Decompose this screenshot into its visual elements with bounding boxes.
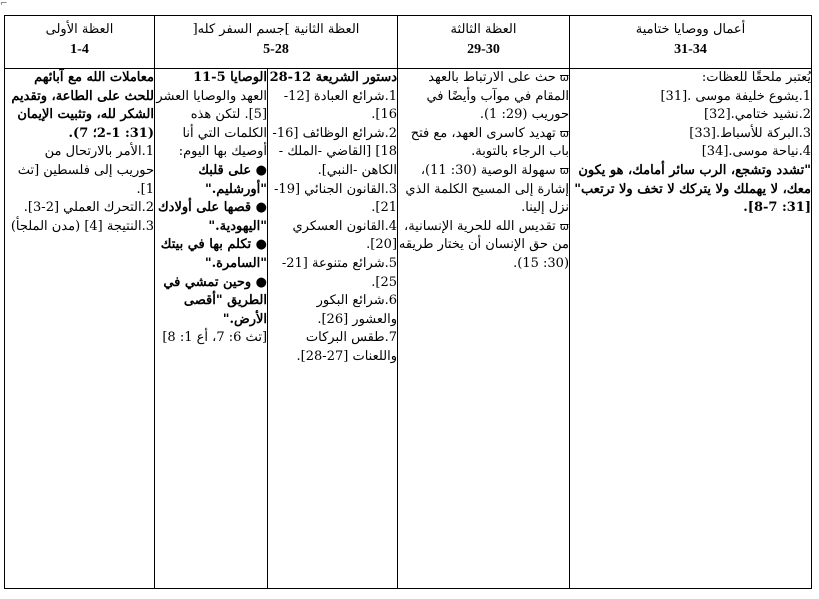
list-item: ● قصها على أولادك "اليهودية.": [157, 200, 268, 234]
final-works-cell: [570, 69, 812, 589]
list-item: 3.النتيجة [4] (مدن الملجأ): [10, 218, 154, 234]
header-range: 1-4: [70, 42, 89, 57]
bullet-icon: ϖ: [559, 219, 570, 233]
list-item: ϖسهولة الوصية (30: 11)، إشارة إلى المسيح الكلمة الذي نزل إلينا.: [405, 162, 570, 216]
list-item: 4.نياحة موسى.[34]: [701, 144, 812, 160]
commandments-title: الوصايا 5-11: [193, 70, 268, 85]
list-item: 3.البركة للأسباط.[33]: [689, 125, 812, 141]
header-third-sermon: [398, 16, 570, 69]
list-item: 5.شرائع متنوعة [21-25].: [281, 255, 398, 290]
list-item: ● تكلم بها في بيتك "السامرة.": [160, 237, 268, 271]
header-row: [5, 16, 812, 69]
content-row: [5, 69, 812, 589]
commandments-cell: [155, 69, 268, 589]
bullet-icon: ●: [251, 237, 268, 253]
third-sermon-cell: [398, 69, 570, 589]
list-item: ϖتهديد كاسرى العهد، مع فتح باب الرجاء بالتوبة.: [410, 125, 570, 160]
header-title: أعمال ووصايا ختامية: [635, 22, 746, 37]
bullet-icon: ϖ: [559, 71, 570, 84]
law-code-title: دستور الشريعة 12-28: [269, 70, 398, 85]
bullet-icon: ϖ: [559, 126, 570, 140]
header-second-sermon: [155, 16, 398, 69]
law-code-cell: [268, 69, 398, 589]
header-final-works: [570, 16, 812, 69]
corner-crop-mark: ⌐: [0, 0, 8, 9]
list-item: 1.شرائع العبادة [12-16].: [283, 88, 398, 123]
header-title: العظة الأولى: [45, 22, 114, 37]
header-range: 5-28: [263, 42, 289, 57]
first-intro: معاملات الله مع آبائهم للحث على الطاعة، وتقديم الشكر لله، وتثبيت الإيمان (31: 1-2؛ 7).: [11, 70, 154, 141]
outline-table: [4, 15, 812, 589]
bullet-icon: ϖ: [559, 163, 570, 177]
list-item: 1.يشوع خليفة موسى .[31]: [660, 88, 812, 104]
list-item: ● على قلبك "أورشليم.": [198, 162, 268, 197]
list-item: ● وحين تمشي في الطريق "أقصى الأرض.": [163, 274, 268, 327]
header-first-sermon: [5, 16, 155, 69]
header-title: العظة الثالثة: [450, 22, 517, 37]
list-item: 2.التحرك العملي [2-3].: [23, 200, 154, 216]
header-range: 31-34: [674, 42, 707, 57]
header-title: العظة الثانية ]جسم السفر كله[: [192, 22, 360, 37]
header-range: 29-30: [467, 42, 500, 57]
bullet-icon: ●: [251, 162, 268, 178]
list-item: 2.نشيد ختامي.[32]: [703, 107, 812, 123]
list-item: ϖتقديس الله للحرية الإنسانية، من حق الإنسان أن يختار طريقه (30: 15).: [398, 218, 570, 271]
commandments-ref: [تث 6: 7، أع 1: 8]: [162, 330, 268, 346]
list-item: 6.شرائع البكور والعشور [26].: [316, 293, 398, 327]
list-item: 2.شرائع الوظائف [16-18] [القاضي -الملك - الكاهن -النبي].: [272, 125, 398, 178]
bullet-icon: ●: [251, 274, 268, 290]
final-intro: يُعتبر ملحقًا للعظات:: [701, 70, 812, 85]
first-sermon-cell: [5, 69, 155, 589]
list-item: ϖحث على الارتباط بالعهد المقام في موآب وأيضًا في حوريب (29: 1).: [426, 70, 570, 123]
list-item: 4.القانون العسكري [20].: [292, 218, 398, 253]
bullet-icon: ●: [251, 200, 268, 216]
list-item: 7.طقس البركات واللعنات [27-28].: [296, 330, 398, 364]
final-quote: "تشدد وتشجع، الرب سائر أمامك، هو يكون معك، لا يهملك ولا يتركك لا تخف ولا ترتعب" [31: 7-8].: [574, 162, 812, 216]
list-item: 1.الأمر بالارتحال من حوريب إلى فلسطين [تث 1].: [17, 144, 154, 197]
commandments-intro: العهد والوصايا العشر [5]. لتكن هذه الكلمات التي أنا أوصيك بها اليوم:: [156, 88, 268, 160]
list-item: 3.القانون الجنائي [19-21].: [274, 181, 398, 216]
